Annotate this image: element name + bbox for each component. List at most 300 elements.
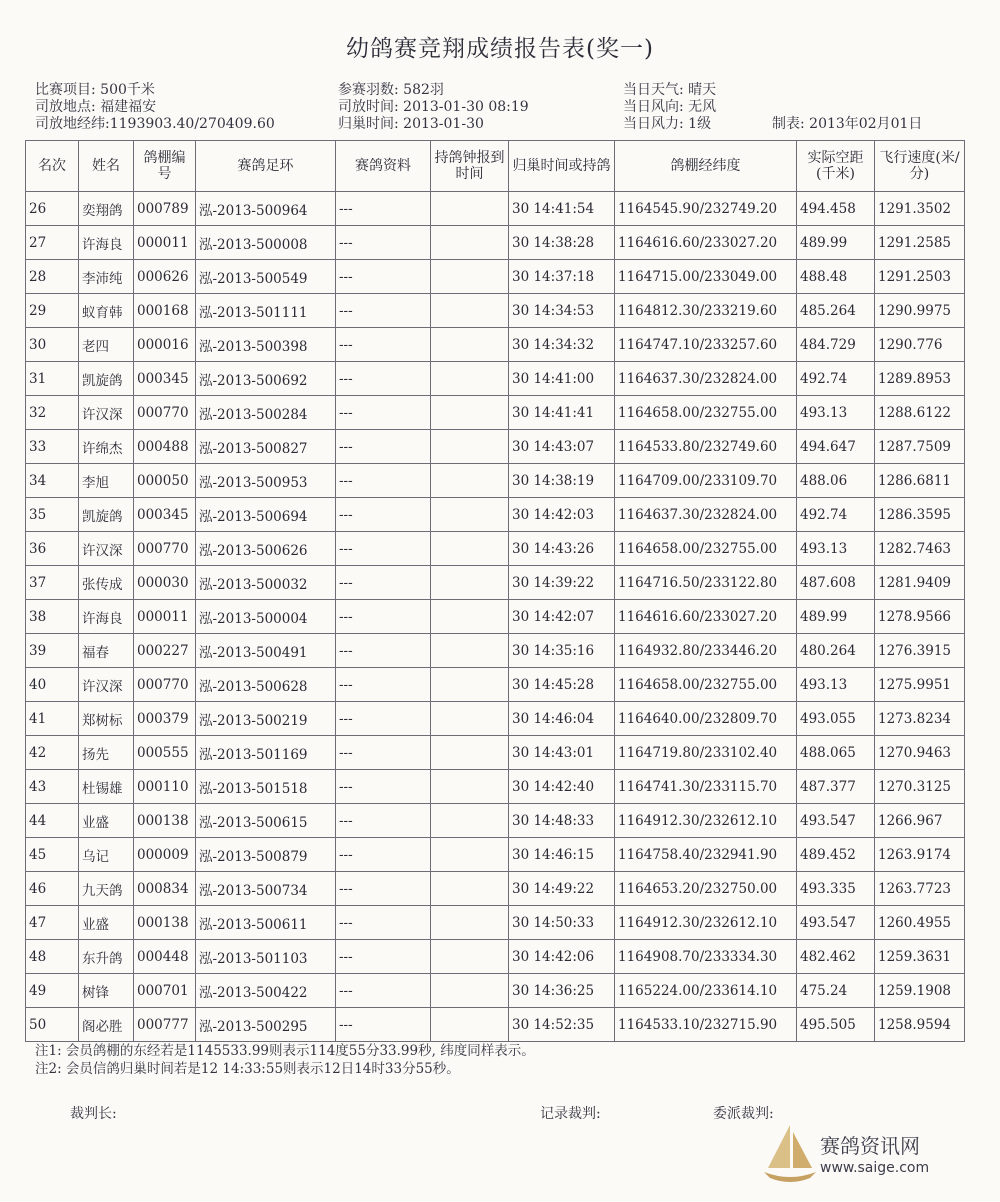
table-cell: 489.452 [797,838,875,872]
table-cell: 000626 [134,260,196,294]
table-cell: 1164640.00/232809.70 [615,702,797,736]
table-cell [431,192,509,226]
table-cell: 30 14:43:01 [509,736,615,770]
table-cell: 000789 [134,192,196,226]
table-cell: 1164637.30/232824.00 [615,498,797,532]
return-time: 归巢时间: 2013-01-30 [338,116,484,132]
table-cell: 30 14:34:32 [509,328,615,362]
table-cell: 泓-2013-500549 [196,260,336,294]
table-cell: 1291.2503 [875,260,965,294]
table-cell: 493.13 [797,668,875,702]
table-cell: 1164912.30/232612.10 [615,804,797,838]
table-cell: 1270.3125 [875,770,965,804]
table-cell: 蚁育韩 [79,294,134,328]
table-cell: 许汉深 [79,668,134,702]
table-cell: 30 14:50:33 [509,906,615,940]
table-cell: 37 [26,566,79,600]
table-cell: 泓-2013-500295 [196,1008,336,1042]
table-cell: 30 14:48:33 [509,804,615,838]
table-cell: 30 14:36:25 [509,974,615,1008]
table-row [26,770,965,804]
table-row [26,940,965,974]
table-cell: --- [336,668,431,702]
table-cell: 30 14:42:06 [509,940,615,974]
table-cell: 30 14:49:22 [509,872,615,906]
table-cell [431,532,509,566]
table-cell: 45 [26,838,79,872]
table-cell [431,634,509,668]
table-cell: 26 [26,192,79,226]
table-cell: 1287.7509 [875,430,965,464]
table-cell: 30 [26,328,79,362]
table-cell: 30 14:43:07 [509,430,615,464]
table-cell: 000011 [134,226,196,260]
table-cell: 46 [26,872,79,906]
table-row [26,192,965,226]
column-header: 鸽棚编号 [134,141,196,192]
table-cell: 泓-2013-501103 [196,940,336,974]
table-cell: 1164912.30/232612.10 [615,906,797,940]
header-right [623,82,716,133]
table-cell: --- [336,872,431,906]
table-row [26,668,965,702]
table-cell: 李沛纯 [79,260,134,294]
wind-force: 当日风力: 1级 [623,116,712,132]
table-cell: 泓-2013-500491 [196,634,336,668]
table-cell: 38 [26,600,79,634]
table-cell: 000016 [134,328,196,362]
table-cell: 福春 [79,634,134,668]
table-cell: 李旭 [79,464,134,498]
table-cell: 泓-2013-500628 [196,668,336,702]
table-cell: 泓-2013-501169 [196,736,336,770]
table-cell: 30 14:35:16 [509,634,615,668]
table-cell: 许海良 [79,226,134,260]
table-cell: 000050 [134,464,196,498]
table-cell: 泓-2013-501518 [196,770,336,804]
table-cell: 000770 [134,532,196,566]
table-cell: 000379 [134,702,196,736]
table-cell: 35 [26,498,79,532]
table-cell: 30 14:37:18 [509,260,615,294]
table-cell: 44 [26,804,79,838]
table-cell [431,974,509,1008]
watermark-name: 赛鸽资讯网 [820,1134,920,1158]
table-row [26,328,965,362]
table-cell [431,430,509,464]
table-cell: 1164653.20/232750.00 [615,872,797,906]
table-cell: --- [336,804,431,838]
note-2: 注2: 会员信鸽归巢时间若是12 14:33:55则表示12日14时33分55秒。 [35,1061,460,1077]
table-cell [431,566,509,600]
table-cell: 泓-2013-500827 [196,430,336,464]
table-cell: 1164908.70/233334.30 [615,940,797,974]
table-cell: 杜锡雄 [79,770,134,804]
table-cell: 488.48 [797,260,875,294]
table-cell: 30 14:46:04 [509,702,615,736]
table-cell: 484.729 [797,328,875,362]
table-cell: 1263.7723 [875,872,965,906]
table-cell: 475.24 [797,974,875,1008]
table-cell: 30 14:42:03 [509,498,615,532]
table-cell: --- [336,974,431,1008]
table-cell: 493.13 [797,396,875,430]
entry-count: 参赛羽数: 582羽 [338,82,444,98]
wind-direction: 当日风向: 无风 [623,99,717,115]
table-cell: 泓-2013-500953 [196,464,336,498]
results-table [25,140,965,1042]
watermark-url: www.saige.com [820,1160,930,1176]
table-cell: 30 14:38:19 [509,464,615,498]
table-cell: 1288.6122 [875,396,965,430]
table-cell: 1164758.40/232941.90 [615,838,797,872]
table-cell: --- [336,396,431,430]
table-cell: 1289.8953 [875,362,965,396]
table-cell: 九天鸽 [79,872,134,906]
table-cell: 业盛 [79,804,134,838]
table-cell [431,872,509,906]
table-cell: 泓-2013-500219 [196,702,336,736]
table-cell: 489.99 [797,226,875,260]
table-cell: 000777 [134,1008,196,1042]
table-cell: 1260.4955 [875,906,965,940]
table-cell: --- [336,430,431,464]
table-cell: 泓-2013-500964 [196,192,336,226]
table-row [26,226,965,260]
table-cell: 1164533.10/232715.90 [615,1008,797,1042]
table-cell: 泓-2013-500422 [196,974,336,1008]
table-cell: 张传成 [79,566,134,600]
table-cell: 1259.3631 [875,940,965,974]
table-row [26,362,965,396]
watermark [760,1120,975,1190]
table-cell: 29 [26,294,79,328]
table-cell: 000030 [134,566,196,600]
table-cell: 27 [26,226,79,260]
note-1: 注1: 会员鸽棚的东经若是1145533.99则表示114度55分33.99秒, 纬度同样表示。 [35,1043,535,1059]
table-cell: 487.377 [797,770,875,804]
table-cell [431,464,509,498]
table-cell: 乌记 [79,838,134,872]
table-cell: 487.608 [797,566,875,600]
table-cell: 1164719.80/233102.40 [615,736,797,770]
table-cell: 30 14:41:41 [509,396,615,430]
table-cell: 30 14:46:15 [509,838,615,872]
table-cell: 许绵杰 [79,430,134,464]
table-cell: 泓-2013-500008 [196,226,336,260]
table-row [26,532,965,566]
table-cell: 000770 [134,668,196,702]
table-cell: 1164616.60/233027.20 [615,226,797,260]
table-cell: 492.74 [797,362,875,396]
table-cell: 1164812.30/233219.60 [615,294,797,328]
table-cell: 泓-2013-500626 [196,532,336,566]
table-cell: 000488 [134,430,196,464]
table-cell: 1165224.00/233614.10 [615,974,797,1008]
table-cell: 1164545.90/232749.20 [615,192,797,226]
table-cell: 1164616.60/233027.20 [615,600,797,634]
table-cell: 482.462 [797,940,875,974]
table-cell: 1286.3595 [875,498,965,532]
table-cell [431,328,509,362]
table-cell: 1164716.50/233122.80 [615,566,797,600]
chief-referee-label: 裁判长: [70,1106,117,1122]
table-cell: 30 14:38:28 [509,226,615,260]
table-cell [431,260,509,294]
table-cell: 凯旋鸽 [79,498,134,532]
table-cell: 泓-2013-500611 [196,906,336,940]
table-cell: --- [336,838,431,872]
header-middle [338,82,529,133]
release-coordinates: 司放地经纬:1193903.40/270409.60 [35,116,275,132]
table-cell: 1164741.30/233115.70 [615,770,797,804]
table-cell: 000345 [134,498,196,532]
table-cell: 485.264 [797,294,875,328]
table-cell: 30 14:42:07 [509,600,615,634]
table-cell: 31 [26,362,79,396]
table-cell: 494.647 [797,430,875,464]
table-cell [431,838,509,872]
table-cell: 488.065 [797,736,875,770]
table-cell: 000555 [134,736,196,770]
table-cell: 1282.7463 [875,532,965,566]
table-cell: 48 [26,940,79,974]
table-cell: 000770 [134,396,196,430]
table-cell: --- [336,940,431,974]
table-row [26,498,965,532]
table-cell: --- [336,600,431,634]
table-cell: 泓-2013-500615 [196,804,336,838]
table-cell: 泓-2013-500004 [196,600,336,634]
table-cell: 43 [26,770,79,804]
table-cell [431,736,509,770]
table-cell: 泓-2013-500734 [196,872,336,906]
table-cell: 许汉深 [79,532,134,566]
table-cell: 1291.3502 [875,192,965,226]
table-cell: 1164747.10/233257.60 [615,328,797,362]
column-header: 名次 [26,141,79,192]
table-row [26,600,965,634]
sail-logo-icon [760,1120,820,1185]
made-date: 制表: 2013年02月01日 [772,116,923,132]
table-cell: 000345 [134,362,196,396]
table-cell [431,1008,509,1042]
table-cell: 泓-2013-500692 [196,362,336,396]
table-cell: 1290.9975 [875,294,965,328]
table-cell: --- [336,532,431,566]
table-cell: 42 [26,736,79,770]
table-cell: 1286.6811 [875,464,965,498]
table-cell: 奕翔鸽 [79,192,134,226]
table-row [26,294,965,328]
table-cell: 30 14:34:53 [509,294,615,328]
table-row [26,702,965,736]
table-cell: 1164533.80/232749.60 [615,430,797,464]
column-header: 实际空距(千米) [797,141,875,192]
table-cell: 493.055 [797,702,875,736]
table-cell: 000227 [134,634,196,668]
table-cell [431,702,509,736]
weather: 当日天气: 晴天 [623,82,717,98]
table-cell: --- [336,906,431,940]
table-cell: 树锋 [79,974,134,1008]
table-cell: 许汉深 [79,396,134,430]
table-cell: 泓-2013-501111 [196,294,336,328]
column-header: 姓名 [79,141,134,192]
table-cell: 30 14:42:40 [509,770,615,804]
column-header: 赛鸽资料 [336,141,431,192]
table-cell: 1164658.00/232755.00 [615,668,797,702]
table-row [26,872,965,906]
table-cell: 41 [26,702,79,736]
release-time: 司放时间: 2013-01-30 08:19 [338,99,529,115]
table-cell: 业盛 [79,906,134,940]
table-cell: 凯旋鸽 [79,362,134,396]
table-cell: 480.264 [797,634,875,668]
table-cell: 495.505 [797,1008,875,1042]
table-cell: 泓-2013-500398 [196,328,336,362]
table-cell: 1259.1908 [875,974,965,1008]
table-cell: 1276.3915 [875,634,965,668]
table-cell [431,396,509,430]
table-cell: 28 [26,260,79,294]
table-cell: 泓-2013-500694 [196,498,336,532]
recorder-referee-label: 记录裁判: [540,1106,601,1122]
table-cell [431,226,509,260]
table-cell: 50 [26,1008,79,1042]
header-left [35,82,275,133]
table-cell: --- [336,362,431,396]
table-cell: 489.99 [797,600,875,634]
race-distance: 比赛项目: 500千米 [35,82,155,98]
table-row [26,396,965,430]
table-cell: 488.06 [797,464,875,498]
table-cell: --- [336,702,431,736]
table-cell: 泓-2013-500284 [196,396,336,430]
table-row [26,736,965,770]
table-cell: 39 [26,634,79,668]
table-cell: 000834 [134,872,196,906]
table-cell [431,498,509,532]
table-cell [431,906,509,940]
table-cell: 1164715.00/233049.00 [615,260,797,294]
table-cell: 泓-2013-500879 [196,838,336,872]
table-cell: 47 [26,906,79,940]
table-cell: 000110 [134,770,196,804]
table-cell: 33 [26,430,79,464]
table-row [26,906,965,940]
table-cell: --- [336,294,431,328]
report-title: 幼鸽赛竞翔成绩报告表(奖一) [346,36,654,62]
table-row [26,1008,965,1042]
table-cell: 1164658.00/232755.00 [615,532,797,566]
table-cell: 1275.9951 [875,668,965,702]
table-cell: 1258.9594 [875,1008,965,1042]
table-cell: 30 14:39:22 [509,566,615,600]
table-cell: 40 [26,668,79,702]
table-row [26,634,965,668]
table-cell: 000011 [134,600,196,634]
table-cell: 493.547 [797,906,875,940]
notes [35,1042,535,1078]
table-cell: 1263.9174 [875,838,965,872]
table-cell: 36 [26,532,79,566]
table-cell: 泓-2013-500032 [196,566,336,600]
table-cell: 34 [26,464,79,498]
table-cell: 30 14:41:00 [509,362,615,396]
table-cell: 扬先 [79,736,134,770]
table-cell: 49 [26,974,79,1008]
table-cell: --- [336,226,431,260]
table-cell: 1164637.30/232824.00 [615,362,797,396]
table-cell: 1266.967 [875,804,965,838]
table-cell: 000701 [134,974,196,1008]
table-cell: 30 14:41:54 [509,192,615,226]
table-cell: 许海良 [79,600,134,634]
table-cell [431,804,509,838]
table-cell: 1281.9409 [875,566,965,600]
table-row [26,804,965,838]
table-cell: --- [336,736,431,770]
table-cell: 30 14:43:26 [509,532,615,566]
table-cell [431,668,509,702]
table-cell: 493.547 [797,804,875,838]
table-cell: --- [336,260,431,294]
release-location: 司放地点: 福建福安 [35,99,157,115]
table-cell: 1164658.00/232755.00 [615,396,797,430]
table-cell: --- [336,498,431,532]
table-cell: 郑树标 [79,702,134,736]
table-cell: --- [336,328,431,362]
column-header: 持鸽钟报到时间 [431,141,509,192]
delegate-referee-label: 委派裁判: [713,1106,774,1122]
table-cell: 000138 [134,906,196,940]
table-cell: --- [336,192,431,226]
table-cell: 1290.776 [875,328,965,362]
table-cell: 东升鸽 [79,940,134,974]
table-row [26,974,965,1008]
table-cell: 1164709.00/233109.70 [615,464,797,498]
table-cell: 1270.9463 [875,736,965,770]
table-cell: 30 14:45:28 [509,668,615,702]
table-cell: --- [336,634,431,668]
table-cell: --- [336,770,431,804]
table-header-row [26,141,965,192]
table-cell: 000168 [134,294,196,328]
table-cell [431,600,509,634]
table-cell: 1273.8234 [875,702,965,736]
table-cell: 老四 [79,328,134,362]
table-cell [431,362,509,396]
table-cell: 阁必胜 [79,1008,134,1042]
column-header: 飞行速度(米/分) [875,141,965,192]
table-cell: 000009 [134,838,196,872]
table-cell: 494.458 [797,192,875,226]
column-header: 归巢时间或持鸽 [509,141,615,192]
table-row [26,464,965,498]
column-header: 赛鸽足环 [196,141,336,192]
table-cell: 1164932.80/233446.20 [615,634,797,668]
table-cell: 30 14:52:35 [509,1008,615,1042]
table-cell: --- [336,464,431,498]
table-cell [431,940,509,974]
table-cell: 000138 [134,804,196,838]
table-cell: 000448 [134,940,196,974]
table-cell: 1278.9566 [875,600,965,634]
table-row [26,838,965,872]
table-row [26,430,965,464]
table-cell [431,770,509,804]
